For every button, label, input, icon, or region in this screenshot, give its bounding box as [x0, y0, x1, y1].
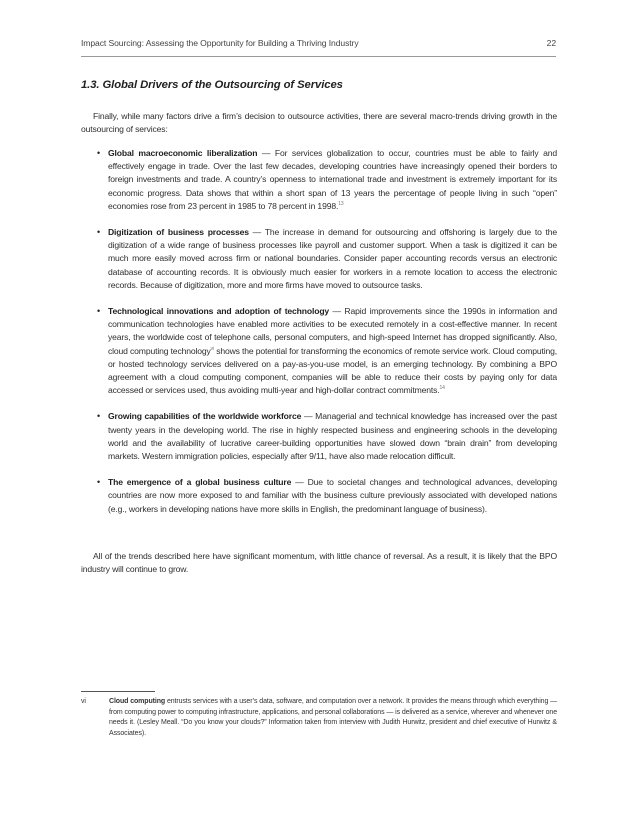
bullet-term: The emergence of a global business culture	[108, 477, 292, 488]
footnote-body: entrusts services with a user’s data, software, and computation over a network. It provides the means through which everything — from computing power to computing infrastructure, applications, and personal collaborations — is delivered as a service, wherever and whenever one needs it. (Lesley Meall. “Do you know your clouds?” Information taken from interview with Judith Hurwitz, president and chief executive of Hurwitz & Associates).	[109, 698, 557, 737]
list-item-digitization	[81, 226, 557, 292]
section-heading: 1.3. Global Drivers of the Outsourcing of Services	[81, 79, 343, 91]
bullet-text: — Rapid improvements since the 1990s in information and communication technologies have enabled more activities to be executed remotely in a cost-effective manner. In recent years, the worldwide cost of telephone calls, personal computers, and high-speed Internet has dropped significantly. Also, cloud computing technology	[108, 306, 557, 356]
footnote-term: Cloud computing	[109, 698, 166, 705]
header-divider	[81, 56, 556, 57]
footnote	[81, 697, 557, 739]
bullet-text: — The increase in demand for outsourcing and offshoring is largely due to the digitization of a wide range of business processes like payroll and customer support. When a task is digitized it can be much more easily moved across firm or national boundaries. Consider paper accounting records versus an electronic database of accounting records. It is obviously much easier for workers in a remote location to access the electronic records. Because of digitization, more and more firms have moved to outsource tasks.	[108, 227, 557, 290]
page-number: 22	[546, 38, 556, 48]
footnote-ref[interactable]: 14	[439, 385, 445, 392]
header-title: Impact Sourcing: Assessing the Opportunity for Building a Thriving Industry	[81, 38, 359, 48]
conclusion-paragraph: All of the trends described here have significant momentum, with little chance of reversal. As a result, it is likely that the BPO industry will continue to grow.	[81, 551, 557, 575]
list-item-business-culture	[81, 476, 557, 516]
bullet-term: Growing capabilities of the worldwide workforce	[108, 411, 302, 422]
bullet-term: Technological innovations and adoption of technology	[108, 306, 330, 317]
list-item-technology	[81, 305, 557, 397]
bullet-text: — Due to societal changes and technological advances, developing countries are now more exposed to and familiar with the business culture previously associated with developed nations (e.g., workers in developing nations have more skills in English, the predominant language of business).	[108, 477, 557, 514]
running-header	[81, 38, 556, 48]
bullet-term: Digitization of business processes	[108, 227, 249, 238]
bullet-icon: •	[97, 148, 101, 158]
drivers-list	[81, 147, 557, 529]
list-item-liberalization	[81, 147, 557, 213]
footnote-text	[109, 697, 557, 739]
bullet-text: — Managerial and technical knowledge has increased over the past twenty years in the developing world. The rise in highly respected business and engineering schools in the developing world and the availability of lucrative career-building opportunities have slowed down “brain drain” from developing markets. Western immigration policies, especially after 9/11, have also made relocation difficult.	[108, 411, 558, 462]
bullet-term: Global macroeconomic liberalization	[108, 148, 258, 158]
bullet-icon: •	[97, 306, 101, 317]
bullet-icon: •	[97, 227, 101, 238]
footnote-marker: vi	[81, 698, 86, 705]
bullet-text-continued: shows the potential for transforming the economics of remote service work. Cloud computing, or hosted technology services delivered on a pay-as-you-use model, is an emerging technology. By combining a BPO agreement with a cloud computing component, companies will be able to reduce their costs by paying only for data accessed or services used, thus avoiding multi-year and high-dollar contract commitments.	[108, 345, 558, 396]
bullet-icon: •	[97, 477, 101, 488]
footnote-ref[interactable]: 13	[338, 200, 344, 207]
bullet-text: — For services globalization to occur, countries must be able to fairly and effectively engage in trade. Over the last few decades, developing countries have increasingly opened their borders to foreign investments and trade. A country’s openness to international trade and investment is extremely important for its economic progress. Data shows that within a short span of 13 years the percentage of people living in such “open” economies rose from 23 percent in 1985 to 78 percent in 1998.	[108, 148, 558, 211]
bullet-icon: •	[97, 411, 101, 422]
list-item-workforce	[81, 410, 557, 463]
footnote-ref[interactable]: vi	[210, 345, 214, 352]
footnote-divider	[81, 691, 155, 692]
intro-paragraph: Finally, while many factors drive a firm’s decision to outsource activities, there are several macro-trends driving growth in the outsourcing of services:	[81, 111, 557, 135]
